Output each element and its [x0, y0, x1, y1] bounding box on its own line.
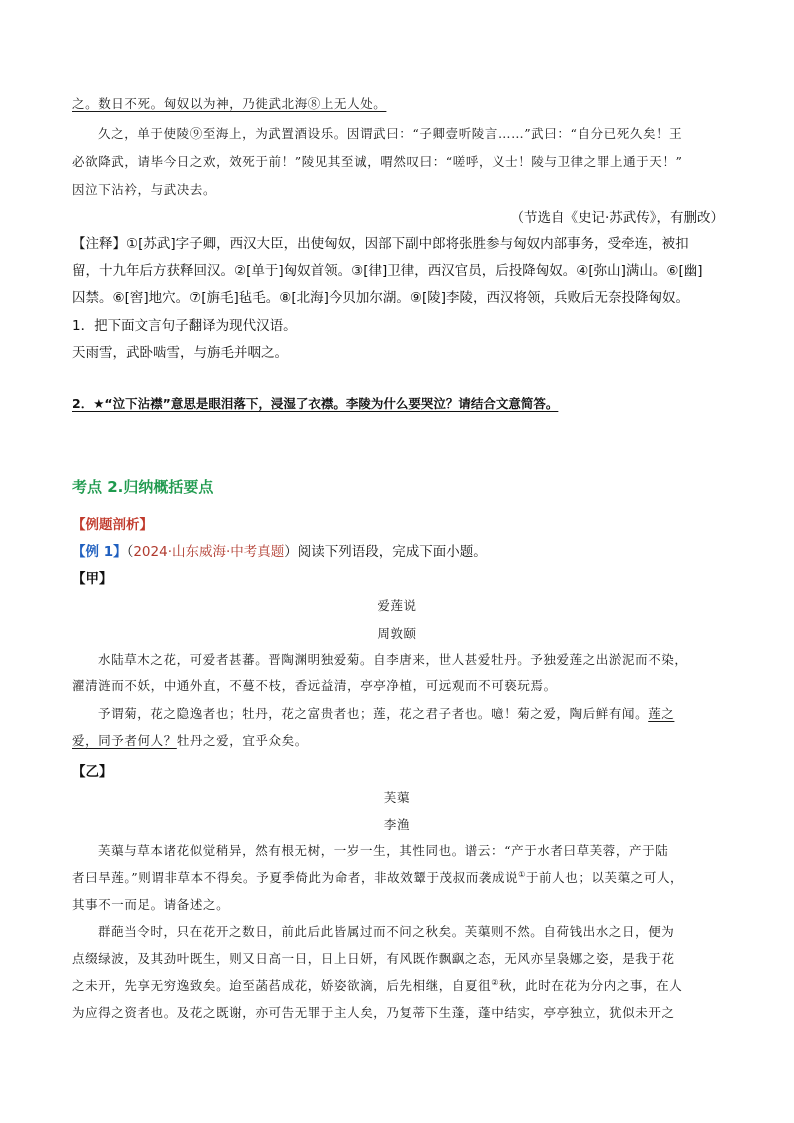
notes-line: 【注释】①[苏武]字子卿，西汉大臣，出使匈奴，因部下副中郎将张胜参与匈奴内部事务，受牵连，被扣 — [72, 236, 689, 252]
text-label-yi: 【乙】 — [72, 764, 113, 780]
passage-line: 点缀绿波，及其劲叶既生，则又日高一日，日上日妍，有风既作飘飖之态，无风亦呈袅娜之姿，是我于花 — [72, 951, 675, 966]
example-source: 2024·山东威海·中考真题 — [133, 544, 285, 560]
passage-line: 之未开，先享无穷逸致矣。迨至菡萏成花，娇姿欲滴，后先相继，自夏徂②秋，此时在花为分内之事，在人 — [72, 977, 683, 993]
passage-line: 必欲降武，请毕今日之欢，效死于前！”陵见其至诚，喟然叹曰：“嗟呼，义士！陵与卫律之罪上通于天！” — [72, 154, 683, 169]
text-label-jia: 【甲】 — [72, 571, 113, 587]
underlined-text: 之。数日不死。匈奴以为神，乃徙武北海⑧上无人处。 — [72, 96, 387, 111]
passage-line: 水陆草木之花，可爱者甚蕃。晋陶渊明独爱菊。自李唐来，世人甚爱牡丹。予独爱莲之出淤泥而不染， — [98, 652, 688, 667]
passage-line: 爱，同予者何人？牡丹之爱，宜乎众矣。 — [72, 733, 308, 748]
passage-line: 其事不一而足。请备述之。 — [72, 897, 230, 912]
notes-line: 留，十九年后方获释回汉。②[单于]匈奴首领。③[律]卫律，西汉官员，后投降匈奴。④[弥山]满山。⑥[幽] — [72, 263, 703, 279]
passage-line — [72, 94, 386, 112]
passage-line: 濯清涟而不妖，中通外直，不蔓不枝，香远益清，亭亭净植，可远观而不可亵玩焉。 — [72, 678, 557, 693]
question-1-title: 1．把下面文言句子翻译为现代汉语。 — [72, 318, 297, 334]
passage-line: 久之，单于使陵⑨至海上，为武置酒设乐。因谓武曰：“子卿壹听陵言……”武曰：“自分已死久矣！王 — [98, 126, 683, 141]
example-label: 【例题剖析】 — [72, 517, 153, 533]
section-heading: 考点 2.归纳概括要点 — [72, 478, 214, 496]
passage-line: 予谓菊，花之隐逸者也；牡丹，花之富贵者也；莲，花之君子者也。噫！菊之爱，陶后鲜有闻。莲之 — [98, 706, 675, 721]
poem-author: 周敦颐 — [377, 626, 417, 641]
notes-line: 囚禁。⑥[窖]地穴。⑦[旃毛]毡毛。⑧[北海]今贝加尔湖。⑨[陵]李陵，西汉将领，兵败后无奈投降匈奴。 — [72, 290, 690, 306]
underlined-text: 莲之 — [648, 706, 675, 721]
passage-line: 为应得之资者也。及花之既谢，亦可告无罪于主人矣，乃复蒂下生蓬，蓬中结实，亭亭独立，犹似未开之 — [72, 1005, 675, 1020]
passage-line: 因泣下沾衿，与武决去。 — [72, 182, 217, 197]
example-1-intro: 【例 1】（2024·山东威海·中考真题）阅读下列语段，完成下面小题。 — [72, 544, 487, 560]
poem-author: 李渔 — [383, 817, 411, 832]
poem-title: 爱莲说 — [377, 598, 417, 613]
underlined-text: 爱，同予者何人？ — [72, 733, 177, 748]
question-2-title: 2．★“泣下沾襟”意思是眼泪落下，浸湿了衣襟。李陵为什么要哭泣？请结合文意简答。 — [72, 396, 559, 411]
passage-line: 群葩当令时，只在花开之数日，前此后此皆属过而不问之秋矣。芙蕖则不然。自荷钱出水之日，便为 — [98, 924, 675, 939]
passage-line: 芙蕖与草本诸花似觉稍异，然有根无树，一岁一生，其性同也。谱云：“产于水者曰草芙蓉，产于陆 — [98, 843, 669, 858]
source-citation: （节选自《史记·苏武传》，有删改） — [510, 210, 724, 226]
passage-line: 者曰旱莲。”则谓非草本不得矣。予夏季倚此为命者，非故效颦于茂叔而袭成说①于前人也；以芙蕖之可人， — [72, 869, 684, 885]
example-number: 【例 1】 — [72, 544, 127, 560]
question-1-sentence: 天雨雪，武卧啮雪，与旃毛并咽之。 — [72, 345, 288, 361]
poem-title: 芙蕖 — [383, 790, 411, 805]
